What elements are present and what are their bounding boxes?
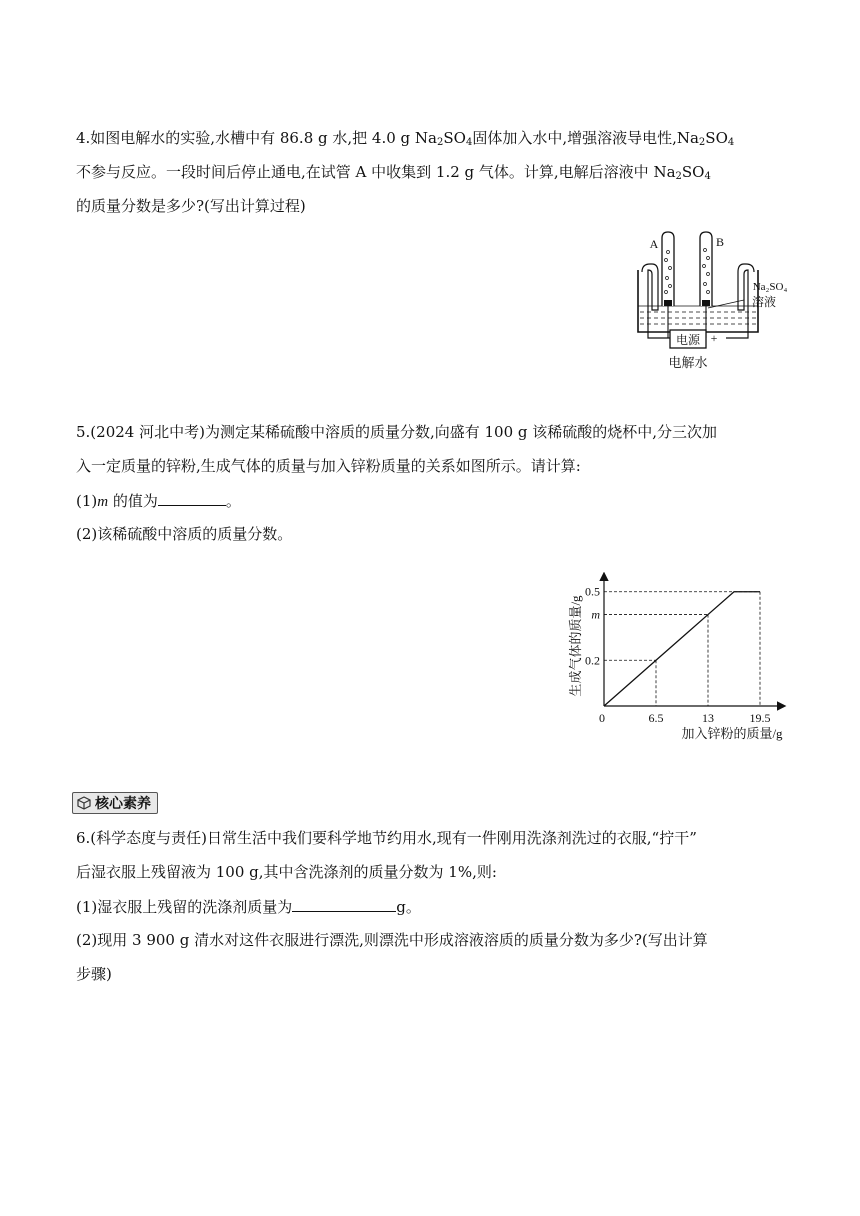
q4-line-1 xyxy=(76,128,734,148)
section-badge xyxy=(72,792,158,814)
subscript-4: 4 xyxy=(727,137,735,148)
data-line xyxy=(604,592,760,706)
subscript-4: 4 xyxy=(704,171,711,182)
electrode-a xyxy=(664,300,672,306)
q5-sub1-prefix: (1) xyxy=(76,492,98,510)
q6-sub-1 xyxy=(76,896,421,917)
test-tube-b xyxy=(700,232,712,306)
q4-text: SO xyxy=(443,129,466,147)
q6-sub1-end: g。 xyxy=(396,898,421,916)
x-tick-label: 19.5 xyxy=(749,711,771,725)
q6-sub-2-line-2: 步骤) xyxy=(76,965,112,983)
x-axis-label: 加入锌粉的质量/g xyxy=(681,726,783,741)
electrolysis-figure xyxy=(622,228,798,376)
q6-sub-2-line-1: (2)现用 3 900 g 清水对这件衣服进行漂洗,则漂洗中形成溶液溶质的质量分数为多少?(写出计算 xyxy=(76,931,708,949)
q5-line-2: 入一定质量的锌粉,生成气体的质量与加入锌粉质量的关系如图所示。请计算: xyxy=(76,457,581,475)
q5-sub1-end: 。 xyxy=(225,492,241,510)
subscript-4: 4 xyxy=(465,137,473,148)
q4-text: 固体加入水中,增强溶液导电性,Na xyxy=(472,129,699,147)
q5-sub-2: (2)该稀硫酸中溶质的质量分数。 xyxy=(76,525,293,543)
subscript-2: 2 xyxy=(675,171,682,182)
subscript-2: 2 xyxy=(436,137,444,148)
zinc-hydrogen-chart xyxy=(560,572,800,748)
y-tick-label: 0.5 xyxy=(585,584,600,599)
book-cube-icon xyxy=(77,796,91,810)
tube-b-label: B xyxy=(715,235,725,249)
electrode-b xyxy=(702,300,710,306)
figure-caption: 电解水 xyxy=(668,355,708,370)
y-tick-label: m xyxy=(591,607,600,622)
solution-word: 溶液 xyxy=(751,295,777,309)
minus-sign: − xyxy=(658,331,666,345)
answer-blank-m[interactable] xyxy=(158,490,226,506)
solution-formula: Na₂SO₄ xyxy=(752,281,788,293)
q4-text: 4.如图电解水的实验,水槽中有 86.8 g 水,把 4.0 g Na xyxy=(76,129,437,147)
y-axis-label: 生成气体的质量/g xyxy=(568,595,583,697)
x-tick-label: 13 xyxy=(702,711,714,725)
q4-text: SO xyxy=(705,129,728,147)
answer-blank-detergent[interactable] xyxy=(292,896,396,912)
section-badge-label: 核心素养 xyxy=(95,796,151,812)
q5-line-1: 5.(2024 河北中考)为测定某稀硫酸中溶质的质量分数,向盛有 100 g 该稀硫酸的烧杯中,分三次加 xyxy=(76,423,718,441)
q4-line-2 xyxy=(76,162,711,182)
q4-text: SO xyxy=(681,163,705,181)
y-tick-label: 0.2 xyxy=(585,653,600,668)
power-label: 电源 xyxy=(675,333,701,347)
q5-sub1-text: 的值为 xyxy=(108,492,158,510)
q6-sub1-text: (1)湿衣服上残留的洗涤剂质量为 xyxy=(76,898,293,916)
q6-line-2: 后湿衣服上残留液为 100 g,其中含洗涤剂的质量分数为 1%,则: xyxy=(76,863,497,881)
x-tick-label: 0 xyxy=(599,711,605,725)
q4-text: 不参与反应。一段时间后停止通电,在试管 A 中收集到 1.2 g 气体。计算,电解后溶液中 Na xyxy=(76,163,676,181)
subscript-2: 2 xyxy=(698,137,706,148)
x-tick-label: 6.5 xyxy=(648,711,664,725)
q6-line-1: 6.(科学态度与责任)日常生活中我们要科学地节约用水,现有一件刚用洗涤剂洗过的衣服,“拧干” xyxy=(76,829,697,847)
q5-var-m: m xyxy=(97,494,109,510)
plus-sign: + xyxy=(710,331,718,345)
test-tube-a xyxy=(662,232,674,306)
tube-a-label: A xyxy=(649,237,659,251)
q5-sub-1 xyxy=(76,490,241,512)
water-dashes xyxy=(640,312,756,324)
q4-line-3: 的质量分数是多少?(写出计算过程) xyxy=(76,197,306,215)
